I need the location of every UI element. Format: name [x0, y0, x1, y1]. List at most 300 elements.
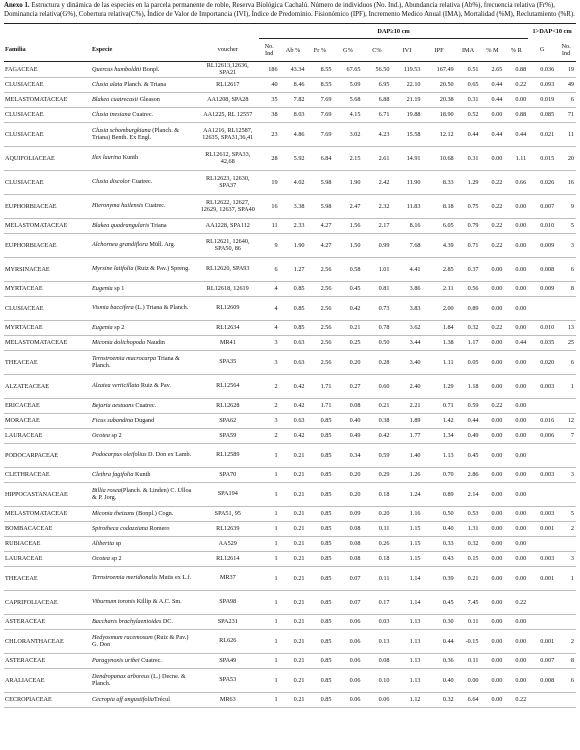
author-name: D. Don ex Lamb.	[146, 451, 192, 459]
cell-familia: MELASTOMATACEAE	[4, 92, 91, 107]
cell-ipf: 0.36	[423, 653, 456, 668]
cell-voucher: AA1208, SPA28	[197, 92, 259, 107]
cell-m: 0.44	[481, 77, 505, 92]
cell-g-pct: 0.20	[333, 467, 362, 482]
header-ima: IMA	[456, 39, 481, 62]
cell-c-pct: 0.59	[362, 443, 391, 467]
cell-ima: 0.75	[456, 194, 481, 218]
cell-ima: 0.31	[456, 92, 481, 107]
cell-no-ind: 4	[259, 296, 280, 320]
cell-especie	[91, 551, 197, 566]
cell-familia: HIPPOCASTANACEAE	[4, 482, 91, 506]
cell-ima: 0.52	[456, 107, 481, 122]
cell-ab: 1.90	[280, 233, 307, 257]
cell-r: 0.00	[504, 92, 528, 107]
cell-ivi: 1.15	[391, 521, 422, 536]
cell-especie	[91, 170, 197, 194]
cell-ipf: 0.43	[423, 551, 456, 566]
cell-ipf: 0.44	[423, 629, 456, 653]
cell-ivi: 1.13	[391, 668, 422, 692]
cell-ab: 0.85	[280, 320, 307, 335]
cell-no-ind-2: 1	[556, 374, 576, 398]
cell-ipf: 1.84	[423, 320, 456, 335]
cell-r: 0.00	[504, 194, 528, 218]
cell-ivi: 19.88	[391, 107, 422, 122]
cell-especie	[91, 566, 197, 590]
cell-g-pct: 1.50	[333, 233, 362, 257]
cell-especie	[91, 146, 197, 170]
cell-ima: 1.31	[456, 521, 481, 536]
cell-no-ind: 2	[259, 398, 280, 413]
cell-familia: ALZATEACEAE	[4, 374, 91, 398]
genus-name: Blakea quadrangularis	[92, 221, 150, 229]
cell-familia: CLUSIACEAE	[4, 296, 91, 320]
cell-no-ind-2: 1	[556, 566, 576, 590]
cell-ipf: 0.40	[423, 668, 456, 692]
cell-r: 0.00	[504, 521, 528, 536]
cell-no-ind-2: 2	[556, 629, 576, 653]
table-row	[4, 296, 576, 320]
cell-no-ind: 1	[259, 629, 280, 653]
cell-no-ind: 2	[259, 428, 280, 443]
cell-c-pct: 0.08	[362, 653, 391, 668]
cell-no-ind-2: 6	[556, 92, 576, 107]
cell-fr: 0.85	[307, 536, 334, 551]
cell-g-pct: 3.02	[333, 122, 362, 146]
cell-ab: 3.38	[280, 194, 307, 218]
cell-m: 0.00	[481, 629, 505, 653]
cell-g-pct: 5.09	[333, 77, 362, 92]
cell-no-ind: 1	[259, 467, 280, 482]
cell-m: 0.00	[481, 482, 505, 506]
cell-ivi: 2.21	[391, 398, 422, 413]
cell-ab: 0.21	[280, 692, 307, 707]
cell-familia: MYRSINACEAE	[4, 257, 91, 281]
cell-ima: 1.29	[456, 170, 481, 194]
cell-fr: 0.85	[307, 467, 334, 482]
cell-especie	[91, 428, 197, 443]
cell-m: 0.22	[481, 320, 505, 335]
author-name: (L.) Decne. & Planch.	[92, 672, 186, 688]
cell-ima: 0.31	[456, 146, 481, 170]
cell-no-ind: 1	[259, 590, 280, 614]
cell-c-pct: 0.21	[362, 398, 391, 413]
cell-ipf: 20.50	[423, 77, 456, 92]
cell-m: 0.00	[481, 281, 505, 296]
cell-g-pct: 67.65	[333, 62, 362, 77]
cell-g: 0.026	[528, 170, 556, 194]
cell-ipf: 8.33	[423, 170, 456, 194]
cell-ab: 0.21	[280, 443, 307, 467]
cell-g-pct: 0.08	[333, 521, 362, 536]
cell-g-pct: 0.06	[333, 668, 362, 692]
genus-name: Paragynoxis uribei	[92, 656, 140, 664]
cell-c-pct: 0.26	[362, 536, 391, 551]
cell-familia: THEACEAE	[4, 566, 91, 590]
cell-m: 0.00	[481, 350, 505, 374]
cell-especie	[91, 482, 197, 506]
cell-ima: 2.86	[456, 467, 481, 482]
cell-ima: 1.18	[456, 374, 481, 398]
cell-c-pct: 0.38	[362, 413, 391, 428]
cell-r: 0.00	[504, 536, 528, 551]
cell-ivi: 15.58	[391, 122, 422, 146]
cell-m: 0.00	[481, 506, 505, 521]
cell-no-ind: 1	[259, 653, 280, 668]
cell-r: 0.00	[504, 668, 528, 692]
genus-name: Clusia schomburgkiana	[92, 126, 151, 134]
cell-g-pct: 0.42	[333, 296, 362, 320]
cell-g-pct: 0.08	[333, 398, 362, 413]
cell-c-pct: 0.29	[362, 467, 391, 482]
cell-c-pct: 2.17	[362, 218, 391, 233]
cell-g-pct: 0.49	[333, 428, 362, 443]
cell-voucher: SPA70	[197, 467, 259, 482]
cell-fr: 2.56	[307, 296, 334, 320]
cell-ima: -0.15	[456, 629, 481, 653]
cell-familia: EUPHORBIACEAE	[4, 233, 91, 257]
cell-familia: CHLORANTHACEAE	[4, 629, 91, 653]
cell-m: 0.22	[481, 194, 505, 218]
cell-g	[528, 398, 556, 413]
cell-ipf: 1.34	[423, 428, 456, 443]
cell-g	[528, 692, 556, 707]
cell-voucher: SPA98	[197, 590, 259, 614]
author-name: sp 2	[109, 554, 122, 562]
genus-name: Eugenia	[92, 323, 113, 331]
cell-ima: 0.45	[456, 443, 481, 467]
header-group-row	[4, 24, 576, 39]
genus-name: Spirotheca codazziana	[92, 524, 148, 532]
cell-g-pct: 0.06	[333, 629, 362, 653]
cell-familia: CLUSIACEAE	[4, 170, 91, 194]
cell-familia: MORACEAE	[4, 413, 91, 428]
cell-ipf: 0.32	[423, 692, 456, 707]
cell-ivi: 1.24	[391, 482, 422, 506]
cell-especie	[91, 62, 197, 77]
cell-ima: 0.32	[456, 536, 481, 551]
table-row	[4, 521, 576, 536]
cell-ab: 43.34	[280, 62, 307, 77]
cell-voucher: MR63	[197, 692, 259, 707]
table-row	[4, 551, 576, 566]
cell-especie	[91, 668, 197, 692]
header-no-ind: No. Ind	[259, 39, 280, 62]
genus-name: Ocotea	[92, 431, 110, 439]
cell-g-pct: 0.07	[333, 566, 362, 590]
cell-especie	[91, 521, 197, 536]
cell-fr: 2.56	[307, 320, 334, 335]
table-row	[4, 320, 576, 335]
table-row	[4, 536, 576, 551]
cell-g-pct: 0.27	[333, 374, 362, 398]
cell-no-ind-2: 16	[556, 170, 576, 194]
cell-ipf: 0.50	[423, 506, 456, 521]
cell-ivi: 14.91	[391, 146, 422, 170]
cell-no-ind-2: 12	[556, 413, 576, 428]
cell-g	[528, 590, 556, 614]
cell-no-ind-2: 19	[556, 62, 576, 77]
table-row	[4, 122, 576, 146]
cell-especie	[91, 122, 197, 146]
cell-ivi: 22.10	[391, 77, 422, 92]
table-row	[4, 413, 576, 428]
cell-ivi: 11.83	[391, 194, 422, 218]
cell-g: 0.035	[528, 335, 556, 350]
cell-no-ind: 186	[259, 62, 280, 77]
cell-r: 0.00	[504, 257, 528, 281]
cell-no-ind-2: 5	[556, 218, 576, 233]
header-g: G	[528, 39, 556, 62]
cell-ab: 0.21	[280, 482, 307, 506]
cell-familia: AQUIFOLIACEAE	[4, 146, 91, 170]
cell-especie	[91, 335, 197, 350]
cell-ab: 0.63	[280, 413, 307, 428]
cell-fr: 0.85	[307, 668, 334, 692]
cell-r: 0.00	[504, 281, 528, 296]
cell-m: 0.00	[481, 413, 505, 428]
author-name: DC.	[161, 617, 173, 625]
cell-m: 0.00	[481, 443, 505, 467]
cell-ipf: 4.39	[423, 233, 456, 257]
genus-name: Eugenia	[92, 284, 113, 292]
cell-r: 0.22	[504, 692, 528, 707]
cell-ipf: 0.89	[423, 482, 456, 506]
cell-r: 0.00	[504, 482, 528, 506]
cell-no-ind-2	[556, 482, 576, 506]
cell-fr: 0.85	[307, 428, 334, 443]
cell-fr: 0.85	[307, 551, 334, 566]
cell-ima: 0.59	[456, 398, 481, 413]
genus-name: Hedyosmum racemosum	[92, 633, 153, 641]
author-name: Dugand	[133, 416, 155, 424]
author-name: Trécul	[154, 695, 170, 703]
author-name: (Planch. & Linden) C. Ulloa & P. Jorg.	[92, 486, 192, 502]
cell-r: 0.00	[504, 398, 528, 413]
cell-ab: 5.92	[280, 146, 307, 170]
cell-ivi: 8.16	[391, 218, 422, 233]
cell-r: 0.00	[504, 374, 528, 398]
cell-ab: 0.21	[280, 536, 307, 551]
cell-ivi: 3.62	[391, 320, 422, 335]
cell-voucher: SPA35	[197, 350, 259, 374]
cell-familia: ASTERACEAE	[4, 653, 91, 668]
cell-ivi: 1.15	[391, 551, 422, 566]
header-familia: Familia	[4, 39, 91, 62]
cell-g-pct: 0.08	[333, 551, 362, 566]
caption-text: Estructura y dinámica de las especies en la parcela permanente de roble, Reserva Biológica Cachalú. Número de individuos (No. Ind.), Abundancia relativa (Ab%), frecuencia relativa (Fr%), Dominancia relativa(G%), Cobertura relativa(C%), Índice de Valor de Importancia (IVI), Índice de Predominio. Fisionómico (IPF), Incremento Medico Anual (IMA), Mortalidad (%M), Reclutamiento (%R).	[4, 2, 575, 18]
cell-no-ind: 19	[259, 170, 280, 194]
cell-ima: 0.65	[456, 77, 481, 92]
cell-ima: 0.32	[456, 320, 481, 335]
cell-c-pct: 0.13	[362, 629, 391, 653]
cell-r: 0.00	[504, 551, 528, 566]
genus-name: Hieronyma huilensis	[92, 202, 144, 210]
genus-name: Clusia alata	[92, 80, 123, 88]
cell-m: 0.22	[481, 233, 505, 257]
header-ab: Ab %	[280, 39, 307, 62]
cell-especie	[91, 443, 197, 467]
author-name: sp 2	[109, 431, 122, 439]
cell-no-ind: 1	[259, 482, 280, 506]
cell-voucher: MR37	[197, 566, 259, 590]
cell-no-ind: 35	[259, 92, 280, 107]
cell-g: 0.001	[528, 566, 556, 590]
cell-ab: 0.21	[280, 614, 307, 629]
author-name: Müll. Arg.	[147, 241, 176, 249]
table-row	[4, 374, 576, 398]
cell-ivi: 3.83	[391, 296, 422, 320]
cell-fr: 2.56	[307, 281, 334, 296]
table-row	[4, 194, 576, 218]
cell-especie	[91, 281, 197, 296]
cell-voucher: SPA194	[197, 482, 259, 506]
cell-ima: 6.64	[456, 692, 481, 707]
caption-label: Anexo 1.	[4, 2, 30, 9]
author-name: (Ruiz & Pav.) G. Don	[92, 633, 189, 649]
table-row	[4, 398, 576, 413]
cell-r: 0.00	[504, 296, 528, 320]
cell-fr: 0.85	[307, 566, 334, 590]
cell-voucher: RL12612, SPA33, 42,68	[197, 146, 259, 170]
cell-ab: 8.46	[280, 77, 307, 92]
cell-familia: MYRTACEAE	[4, 281, 91, 296]
cell-ipf: 0.33	[423, 536, 456, 551]
cell-ipf: 0.40	[423, 521, 456, 536]
cell-no-ind: 1	[259, 443, 280, 467]
cell-ipf: 12.12	[423, 122, 456, 146]
cell-fr: 5.98	[307, 194, 334, 218]
table-row	[4, 107, 576, 122]
cell-ab: 0.21	[280, 551, 307, 566]
genus-name: Ternstroemia macrocarpa	[92, 354, 157, 362]
cell-ima: 0.00	[456, 668, 481, 692]
cell-r: 0.00	[504, 566, 528, 590]
table-row	[4, 443, 576, 467]
cell-ipf: 6.05	[423, 218, 456, 233]
cell-ima: 0.53	[456, 506, 481, 521]
cell-ab: 0.42	[280, 398, 307, 413]
cell-c-pct: 6.71	[362, 107, 391, 122]
cell-c-pct: 0.99	[362, 233, 391, 257]
cell-ivi: 3.40	[391, 350, 422, 374]
genus-name: Cecropia aff angustifolia	[92, 695, 155, 703]
cell-ima: 2.14	[456, 482, 481, 506]
cell-familia: MELASTOMATACEAE	[4, 506, 91, 521]
cell-c-pct: 0.18	[362, 551, 391, 566]
cell-c-pct: 6.95	[362, 77, 391, 92]
cell-familia: RUBIACEAE	[4, 536, 91, 551]
cell-no-ind-2: 71	[556, 107, 576, 122]
genus-name: Clusia inesiana	[92, 110, 131, 118]
cell-m: 0.00	[481, 296, 505, 320]
cell-ipf: 0.39	[423, 566, 456, 590]
cell-ipf: 1.38	[423, 335, 456, 350]
cell-m: 0.00	[481, 536, 505, 551]
cell-r: 0.66	[504, 170, 528, 194]
author-name: (Ruiz & Pav.) Spreng.	[133, 265, 190, 273]
cell-ivi: 3.44	[391, 335, 422, 350]
header-g-pct: G%	[333, 39, 362, 62]
cell-ivi: 2.40	[391, 374, 422, 398]
cell-no-ind: 1	[259, 551, 280, 566]
cell-ivi: 4.41	[391, 257, 422, 281]
cell-c-pct: 0.03	[362, 614, 391, 629]
cell-m: 0.44	[481, 122, 505, 146]
cell-voucher: RL12621, 12640, SPA50, 86	[197, 233, 259, 257]
cell-especie	[91, 320, 197, 335]
cell-especie	[91, 350, 197, 374]
cell-c-pct: 6.88	[362, 92, 391, 107]
cell-fr: 6.84	[307, 146, 334, 170]
cell-no-ind: 3	[259, 350, 280, 374]
cell-g-pct: 0.08	[333, 536, 362, 551]
cell-g: 0.003	[528, 551, 556, 566]
cell-c-pct: 0.60	[362, 374, 391, 398]
cell-no-ind-2: 20	[556, 146, 576, 170]
cell-ivi: 1.77	[391, 428, 422, 443]
cell-voucher: RL12614	[197, 551, 259, 566]
cell-g: 0.001	[528, 521, 556, 536]
cell-ivi: 1.12	[391, 692, 422, 707]
cell-ima: 0.44	[456, 413, 481, 428]
header-r: % R	[504, 39, 528, 62]
cell-especie	[91, 506, 197, 521]
cell-r: 0.00	[504, 629, 528, 653]
cell-fr: 1.71	[307, 398, 334, 413]
cell-no-ind: 2	[259, 374, 280, 398]
cell-r: 0.00	[504, 443, 528, 467]
cell-no-ind: 23	[259, 122, 280, 146]
cell-no-ind: 38	[259, 107, 280, 122]
genus-name: Ilex laurina	[92, 154, 122, 162]
cell-ipf: 2.00	[423, 296, 456, 320]
cell-r: 0.22	[504, 590, 528, 614]
cell-g	[528, 614, 556, 629]
genus-name: Alzatea verticillata	[92, 382, 140, 390]
author-name: Cuatrec.	[130, 110, 154, 118]
author-name: Cuatrec.	[133, 401, 157, 409]
cell-g-pct: 0.45	[333, 281, 362, 296]
cell-ivi: 1.40	[391, 443, 422, 467]
table-row	[4, 590, 576, 614]
genus-name: Baccharis brachylaenioides	[92, 617, 162, 625]
cell-r: 0.44	[504, 122, 528, 146]
cell-m: 0.00	[481, 335, 505, 350]
cell-ab: 4.02	[280, 170, 307, 194]
table-row	[4, 614, 576, 629]
cell-g-pct: 0.07	[333, 590, 362, 614]
cell-fr: 4.27	[307, 218, 334, 233]
author-name: Gleason	[138, 95, 160, 103]
cell-g: 0.003	[528, 506, 556, 521]
cell-g	[528, 443, 556, 467]
author-name: Killip & A.C. Sm.	[135, 598, 182, 606]
cell-m: 2.65	[481, 62, 505, 77]
cell-ima: 0.11	[456, 614, 481, 629]
cell-no-ind-2: 6	[556, 668, 576, 692]
cell-g: 0.015	[528, 146, 556, 170]
author-name: Ruiz & Pav.	[139, 382, 171, 390]
table-row	[4, 653, 576, 668]
cell-ipf: 0.30	[423, 614, 456, 629]
cell-g-pct: 0.06	[333, 614, 362, 629]
cell-c-pct: 0.73	[362, 296, 391, 320]
genus-name: Ficus subandina	[92, 416, 134, 424]
cell-c-pct: 0.17	[362, 590, 391, 614]
table-row	[4, 428, 576, 443]
cell-no-ind-2	[556, 398, 576, 413]
